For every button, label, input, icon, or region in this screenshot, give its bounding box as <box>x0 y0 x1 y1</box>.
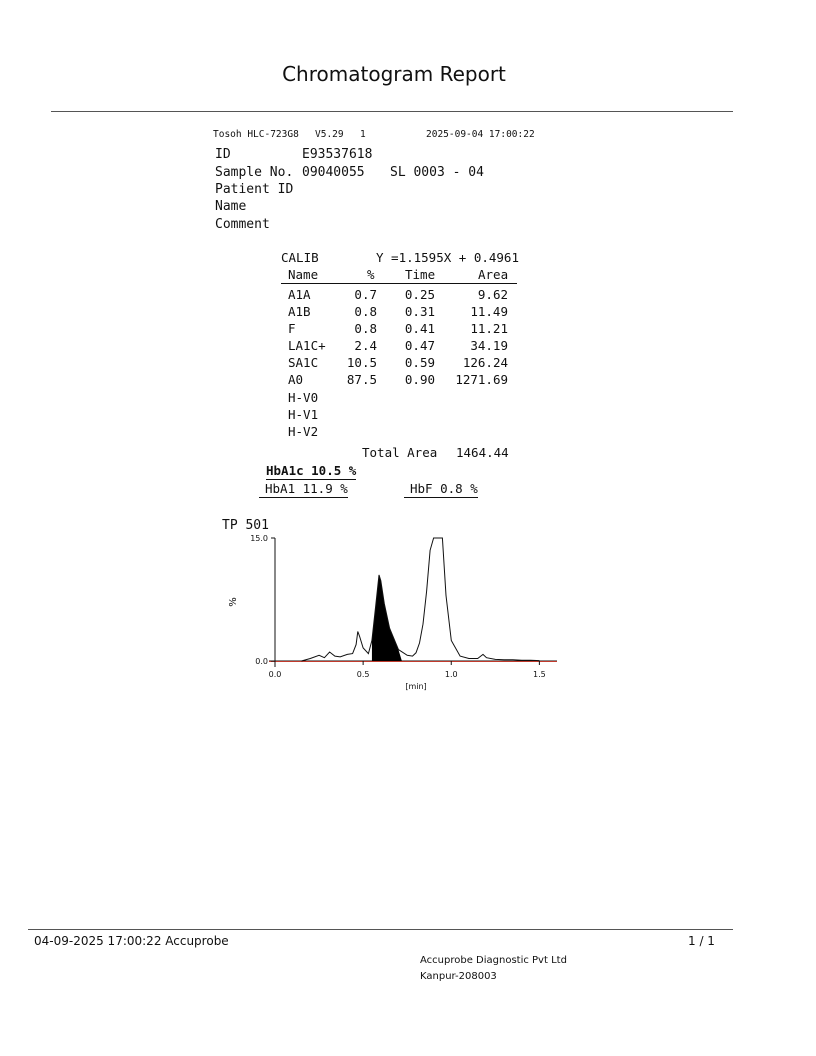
table-row <box>281 423 517 440</box>
col-header-area: Area <box>478 267 509 282</box>
peak-area: 11.49 <box>470 304 508 320</box>
sample-no-value: 09040055 <box>302 165 365 180</box>
peak-name: H-V0 <box>288 389 319 405</box>
peak-percent: 10.5 <box>346 355 377 371</box>
instrument-name: Tosoh HLC-723G8 <box>213 129 299 140</box>
patient-id-label: Patient ID <box>215 182 294 197</box>
x-tick-label: 1.0 <box>444 670 458 679</box>
peak-time: 0.47 <box>404 338 435 354</box>
peak-percent: 0.7 <box>354 287 377 302</box>
x-tick-label: 1.5 <box>533 670 546 679</box>
table-row <box>281 303 517 320</box>
peak-area: 34.19 <box>470 338 508 354</box>
x-tick-label: 0.0 <box>268 670 282 679</box>
chromatogram-chart <box>0 520 816 720</box>
report-datetime: 2025-09-04 17:00:22 <box>426 129 535 140</box>
table-row <box>281 354 517 371</box>
peak-area: 1271.69 <box>455 372 508 388</box>
table-row <box>281 389 517 406</box>
peak-name: A1A <box>288 287 311 302</box>
peak-area: 9.62 <box>477 287 508 302</box>
total-area-label: Total Area <box>362 445 438 460</box>
instrument-flag: 1 <box>360 129 366 140</box>
comment-label: Comment <box>215 217 270 232</box>
peak-area: 126.24 <box>462 355 508 371</box>
table-row <box>281 320 517 337</box>
peak-time: 0.90 <box>404 372 435 388</box>
total-area-value: 1464.44 <box>456 445 509 460</box>
table-row <box>281 337 517 354</box>
calib-equation: Y =1.1595X + 0.4961 <box>376 250 519 265</box>
chromatogram-trace <box>301 538 539 661</box>
peak-table-header <box>281 266 517 284</box>
y-tick-label: 15.0 <box>250 534 268 543</box>
peak-name: H-V2 <box>288 423 319 439</box>
peak-table <box>281 266 517 440</box>
name-label: Name <box>215 199 247 214</box>
peak-time: 0.31 <box>404 304 435 320</box>
footer-datetime-user: 04-09-2025 17:00:22 Accuprobe <box>34 934 229 948</box>
peak-percent: 2.4 <box>354 338 377 354</box>
table-row <box>281 371 517 388</box>
peak-percent: 87.5 <box>346 372 377 388</box>
footer-page-number: 1 / 1 <box>688 934 715 948</box>
peak-table-body <box>281 286 517 440</box>
peak-name: SA1C <box>288 355 319 371</box>
page-title: Chromatogram Report <box>282 62 506 86</box>
table-row <box>281 286 517 303</box>
col-header-time: Time <box>405 267 436 282</box>
hba1-result: HbA1 11.9 % <box>259 480 348 498</box>
peak-percent: 0.8 <box>354 321 377 337</box>
peak-name: H-V1 <box>288 406 319 422</box>
peak-name: A1B <box>288 304 311 320</box>
peak-time: 0.59 <box>404 355 435 371</box>
footer-address: Kanpur-208003 <box>420 971 497 982</box>
peak-percent: 0.8 <box>354 304 377 320</box>
y-axis-label: % <box>228 597 239 607</box>
col-header-name: Name <box>288 267 319 282</box>
instrument-version: V5.29 <box>315 129 344 140</box>
col-header-percent: % <box>367 267 375 282</box>
peak-area: 11.21 <box>470 321 508 337</box>
hbf-result: HbF 0.8 % <box>404 480 478 498</box>
title-divider <box>51 111 733 112</box>
footer-company: Accuprobe Diagnostic Pvt Ltd <box>420 955 567 966</box>
y-tick-label: 0.0 <box>255 657 268 666</box>
peak-name: LA1C+ <box>288 338 326 354</box>
chart-title: TP 501 <box>222 518 269 533</box>
hba1c-result: HbA1c 10.5 % <box>266 462 356 480</box>
footer-divider <box>28 929 733 930</box>
peak-time: 0.41 <box>404 321 435 337</box>
x-axis-label: [min] <box>405 682 427 691</box>
peak-name: A0 <box>288 372 304 388</box>
sample-no-label: Sample No. <box>215 165 294 180</box>
id-label: ID <box>215 147 231 162</box>
sl-value: SL 0003 - 04 <box>390 165 484 180</box>
calib-label: CALIB <box>281 250 319 265</box>
table-row <box>281 406 517 423</box>
peak-name: F <box>288 321 296 337</box>
id-value: E93537618 <box>302 147 373 162</box>
x-tick-label: 0.5 <box>356 670 370 679</box>
peak-time: 0.25 <box>404 287 435 302</box>
